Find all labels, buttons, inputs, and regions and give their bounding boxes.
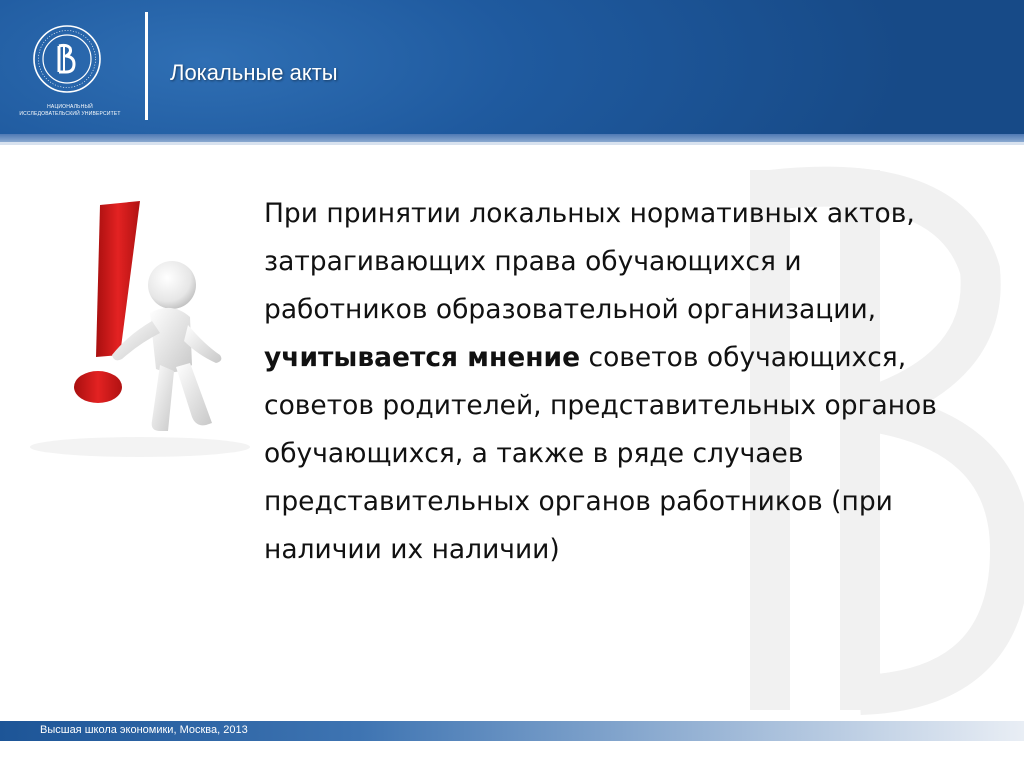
- text-emphasis: учитывается мнение: [264, 342, 581, 373]
- main-paragraph: [262, 190, 952, 574]
- exclamation-person-icon: [0, 195, 250, 460]
- header-bar: [0, 0, 1024, 134]
- header-band: [0, 134, 1024, 142]
- page-title: Локальные акты: [170, 60, 338, 85]
- footer-text: Высшая школа экономики, Москва, 2013: [40, 724, 248, 736]
- main-text: [262, 190, 952, 574]
- logo-caption: НАЦИОНАЛЬНЫЙ ИССЛЕДОВАТЕЛЬСКИЙ УНИВЕРСИТЕТ: [19, 104, 121, 117]
- text-rest: советов обучающихся, советов родителей, представительных органов обучающихся, а также в ряде случаев представительных органов работников (при наличии их наличии): [264, 342, 937, 565]
- header-band-light: [0, 142, 1024, 145]
- header-divider: [145, 12, 148, 120]
- text-intro: При принятии локальных нормативных актов, затрагивающих права обучающихся и работников образовательной организации,: [264, 198, 915, 325]
- hse-logo-icon: [32, 24, 102, 94]
